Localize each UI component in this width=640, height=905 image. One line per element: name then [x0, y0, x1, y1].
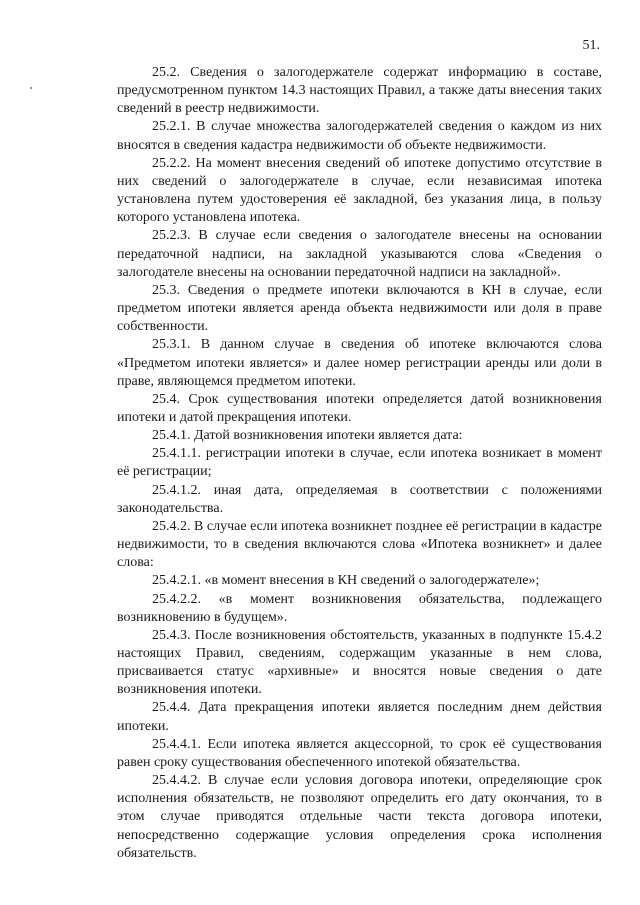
document-body: [117, 64, 602, 863]
paragraph-25-3-1: 25.3.1. В данном случае в сведения об ипотеке включаются слова «Предметом ипотеки является» и далее номер регистрации аренды или доли в праве, являющемся предметом ипотеки.: [117, 337, 602, 389]
paragraph-25-4-4: 25.4.4. Дата прекращения ипотеки является последним днем действия ипотеки.: [117, 700, 602, 734]
paragraph-25-3: 25.3. Сведения о предмете ипотеки включаются в КН в случае, если предметом ипотеки является аренда объекта недвижимости или доля в праве собственности.: [117, 282, 602, 335]
paragraph-25-2-3: 25.2.3. В случае если сведения о залогодателе внесены на основании передаточной надписи, на закладной указываются слова «Сведения о залогодателе внесены на основании передаточной надписи на закладной».: [117, 228, 602, 280]
paragraph-25-4-2-1: 25.4.2.1. «в момент внесения в КН сведений о залогодержателе»;: [152, 573, 540, 589]
paragraph-25-2-2: 25.2.2. На момент внесения сведений об ипотеке допустимо отсутствие в них сведений о залогодержателе в случае, если независимая ипотека установлена путем удостоверения её закладной, без указания лица, в пользу которого установлена ипотека.: [117, 155, 602, 226]
scan-speck: [30, 87, 32, 89]
paragraph-25-4-1-2: 25.4.1.2. иная дата, определяемая в соответствии с положениями законодательства.: [117, 482, 602, 516]
paragraph-25-4-4-2: 25.4.4.2. В случае если условия договора ипотеки, определяющие срок исполнения обязательств, не позволяют определить его дату окончания, то в этом случае приводятся отдельные части текста договора ипотеки, непосредственно содержащие условия определения срока исполнения обязательств.: [117, 773, 602, 861]
paragraph-25-4-4-1: 25.4.4.1. Если ипотека является акцессорной, то срок её существования равен сроку существования обеспеченного ипотекой обязательства.: [117, 736, 602, 770]
paragraph-25-4: 25.4. Срок существования ипотеки определяется датой возникновения ипотеки и датой прекращения ипотеки.: [117, 391, 602, 425]
paragraph-25-4-2-2: 25.4.2.2. «в момент возникновения обязательства, подлежащего возникновению в будущем».: [117, 591, 602, 625]
paragraph-25-4-1-1: 25.4.1.1. регистрации ипотеки в случае, если ипотека возникает в момент её регистрации;: [117, 446, 602, 480]
paragraph-25-4-3: 25.4.3. После возникновения обстоятельств, указанных в подпункте 15.4.2 настоящих Правил, сведениям, содержащим указанные в нем слова, присваивается статус «архивные» и вносятся новые сведения о дате возникновения ипотеки.: [117, 627, 602, 698]
paragraph-25-2-1: 25.2.1. В случае множества залогодержателей сведения о каждом из них вносятся в сведения кадастра недвижимости об объекте недвижимости.: [117, 119, 602, 153]
page-number: 51.: [582, 38, 600, 53]
paragraph-25-4-1: 25.4.1. Датой возникновения ипотеки является дата:: [152, 428, 463, 444]
paragraph-25-4-2: 25.4.2. В случае если ипотека возникнет позднее её регистрации в кадастре недвижимости, то в сведения включаются слова «Ипотека возникнет» и далее слова:: [117, 518, 602, 571]
paragraph-25-2: 25.2. Сведения о залогодержателе содержат информацию в составе, предусмотренном пунктом 14.3 настоящих Правил, а также даты внесения таких сведений в реестр недвижимости.: [117, 65, 602, 117]
